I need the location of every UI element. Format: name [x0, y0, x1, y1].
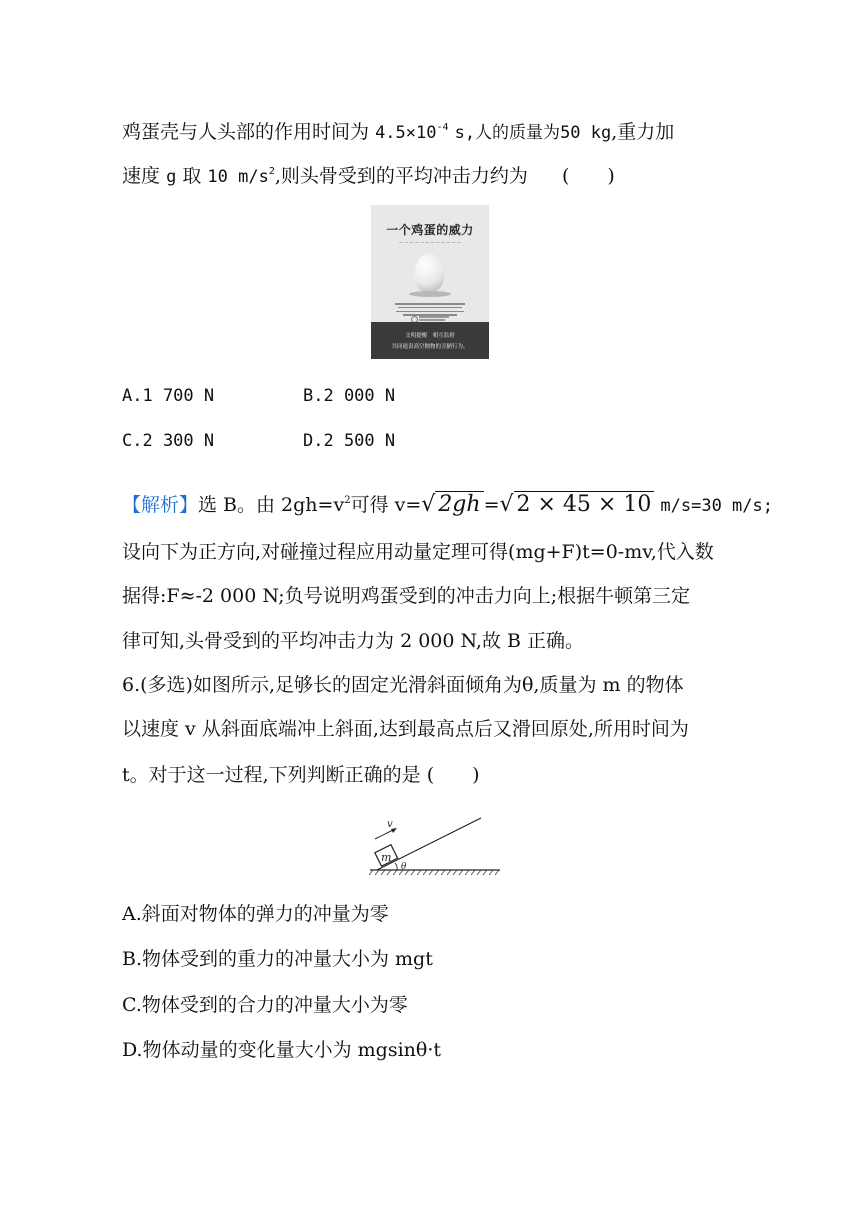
poster-title: 一个鸡蛋的威力 [386, 223, 474, 237]
analysis-tag: 【解析】 [122, 494, 199, 516]
g-value: 10 $m/s^2$ [207, 166, 275, 187]
q5-option-b: B.2 000 N [303, 386, 396, 406]
time-value: $4.5\times 10^{-4}$ [375, 122, 449, 143]
q6-line-2: 以速度 v 从斜面底端冲上斜面,达到最高点后又滑回原处,所用时间为 [122, 718, 689, 740]
poster-band: 文明提醒 相互监督 共同遏责高空抛物的丑陋行为。 [371, 322, 489, 359]
q6-option-a: A.斜面对物体的弹力的冲量为零 [122, 903, 389, 925]
q6-option-c: C.物体受到的合力的冲量大小为零 [122, 994, 408, 1016]
analysis-line-4: 律可知,头骨受到的平均冲击力为 2 000 N,故 B 正确。 [122, 630, 585, 652]
sqrt-2gh: 2gh [435, 491, 483, 517]
q5-option-a: A.1 700 N [122, 386, 215, 406]
q6-line-1: 6.(多选)如图所示,足够长的固定光滑斜面倾角为θ,质量为 m 的物体 [122, 674, 684, 696]
q6-line-3: t。对于这一过程,下列判断正确的是 ( ) [122, 764, 480, 786]
q6-option-d: D.物体动量的变化量大小为 mgsinθ·t [122, 1039, 441, 1061]
sqrt-expression: 2 × 45 × 10 [514, 491, 655, 517]
theta-label: θ [401, 862, 407, 872]
egg-poster-image: 一个鸡蛋的威力 — — — — — — — — — — — — 文明提醒 相互监督 共同遏责高空抛物的丑陋行为。 [371, 205, 489, 359]
analysis-line-2: 设向下为正方向,对碰撞过程应用动量定理可得(mg+F)t=0-mv,代入数 [122, 541, 714, 563]
q5-line-2: 速度 g 取 10 $m/s^2$,则头骨受到的平均冲击力约为 ( ) [122, 165, 615, 187]
v-label: v [387, 819, 393, 830]
q6-option-b: B.物体受到的重力的冲量大小为 mgt [122, 948, 433, 970]
q5-option-d: D.2 500 N [303, 431, 396, 451]
m-label: m [381, 851, 392, 864]
incline-diagram [367, 815, 501, 877]
analysis-line-3: 据得:F≈-2 000 N;负号说明鸡蛋受到的冲击力向上;根据牛顿第三定 [122, 585, 691, 607]
q5-line-1: 鸡蛋壳与人头部的作用时间为 $4.5\times 10^{-4}$ s,人的质量为50 kg,重力加 [122, 121, 675, 143]
answer-blank: ( ) [561, 165, 615, 187]
analysis-line-1: 【解析】选 B。由 $2gh=v^2$可得 v=√ 2gh =√ 2 × 45 × 10 m/s=30 m/s; [122, 492, 773, 517]
egg-icon [414, 253, 444, 293]
q5-option-c: C.2 300 N [122, 431, 215, 451]
